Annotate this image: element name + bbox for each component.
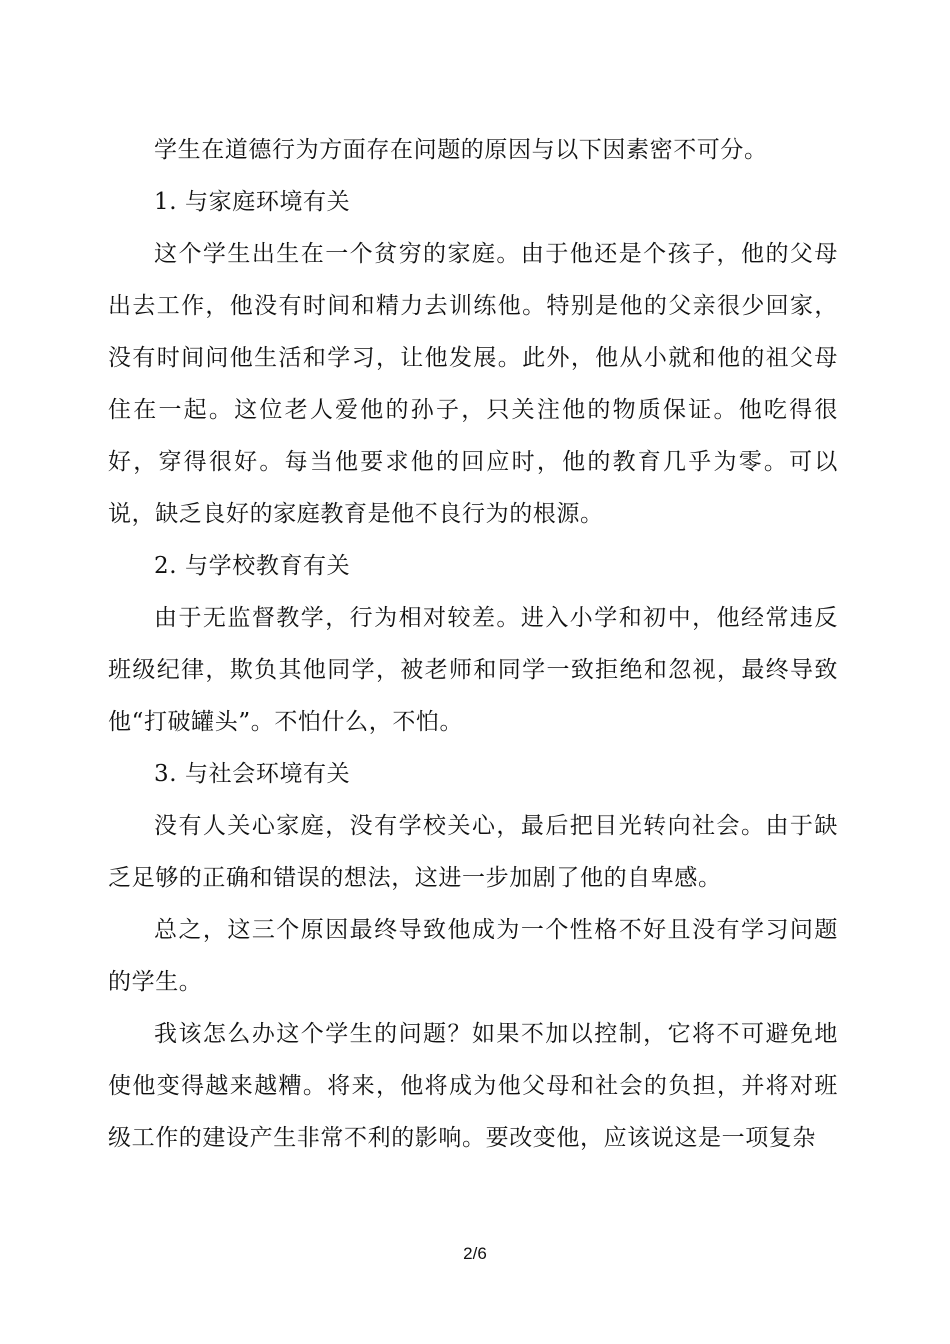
paragraph-what-to-do: 我该怎么办这个学生的问题？如果不加以控制，它将不可避免地使他变得越来越糟。将来，他将成为他父母和社会的负担，并将对班级工作的建设产生非常不利的影响。要改变他，应该说这是一项复杂 — [108, 1021, 838, 1151]
paragraph-summary: 总之，这三个原因最终导致他成为一个性格不好且没有学习问题的学生。 — [108, 917, 838, 995]
page-number: 2/6 — [463, 1244, 487, 1263]
paragraph-family-environment: 这个学生出生在一个贫穷的家庭。由于他还是个孩子，他的父母出去工作，他没有时间和精力去训练他。特别是他的父亲很少回家，没有时间问他生活和学习，让他发展。此外，他从小就和他的祖父母住在一起。这位老人爱他的孙子，只关注他的物质保证。他吃得很好，穿得很好。每当他要求他的回应时，他的教育几乎为零。可以说，缺乏良好的家庭教育是他不良行为的根源。 — [108, 241, 838, 527]
heading-social-environment: 3. 与社会环境有关 — [154, 761, 351, 787]
paragraph-school-education: 由于无监督教学，行为相对较差。进入小学和初中，他经常违反班级纪律，欺负其他同学，被老师和同学一致拒绝和忽视，最终导致他“打破罐头”。不怕什么，不怕。 — [108, 605, 838, 735]
heading-school-education: 2. 与学校教育有关 — [154, 553, 351, 579]
paragraph-intro: 学生在道德行为方面存在问题的原因与以下因素密不可分。 — [154, 137, 768, 163]
heading-family-environment: 1. 与家庭环境有关 — [154, 189, 351, 215]
paragraph-social-environment: 没有人关心家庭，没有学校关心，最后把目光转向社会。由于缺乏足够的正确和错误的想法，这进一步加剧了他的自卑感。 — [108, 813, 838, 891]
document-body — [108, 124, 838, 1164]
